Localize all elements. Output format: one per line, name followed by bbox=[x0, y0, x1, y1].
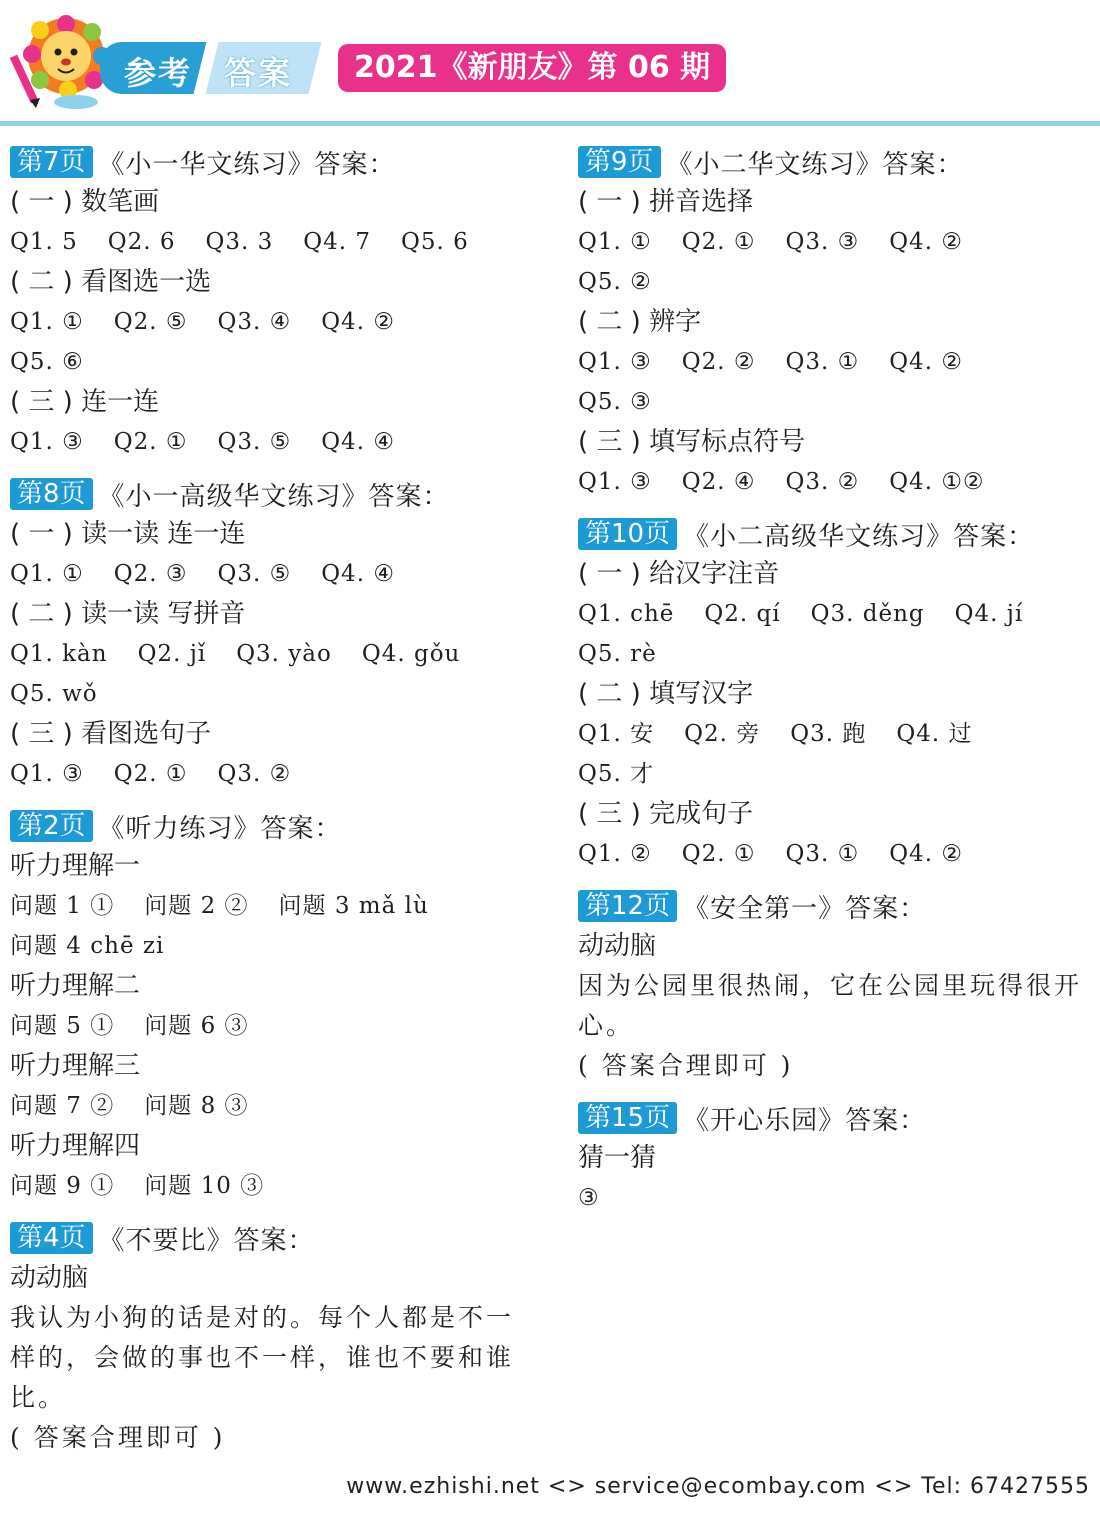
answer-item: Q5. ⑥ bbox=[10, 349, 84, 375]
answer-row bbox=[10, 554, 540, 594]
answer-row bbox=[10, 222, 540, 262]
answer-section bbox=[578, 886, 1098, 1086]
answer-paragraph: 因为公园里很热闹，它在公园里玩得很开心。 bbox=[578, 971, 1083, 1040]
page-header bbox=[0, 0, 1100, 125]
answer-row bbox=[578, 222, 1098, 262]
subsection-heading: ( 二 ) 看图选一选 bbox=[10, 267, 212, 297]
answer-row bbox=[578, 462, 1098, 502]
answer-item: Q1. ② bbox=[578, 841, 652, 867]
answer-item: Q4. gǒu bbox=[361, 641, 461, 667]
answer-item: Q3. ⑤ bbox=[217, 561, 292, 587]
subsection-heading: 听力理解四 bbox=[10, 1131, 141, 1161]
answer-row bbox=[578, 1178, 1098, 1218]
section-name: 《听力练习》答案： bbox=[98, 813, 342, 844]
answer-row bbox=[578, 754, 1098, 794]
answer-section bbox=[578, 142, 1098, 502]
page-number-tag: 第7页 bbox=[10, 146, 93, 178]
answer-item: Q4. 过 bbox=[896, 721, 973, 747]
answer-row bbox=[578, 342, 1098, 382]
answer-item: Q2. ③ bbox=[113, 561, 188, 587]
answer-row bbox=[578, 714, 1098, 754]
answer-row bbox=[578, 834, 1098, 874]
answer-section bbox=[578, 514, 1098, 874]
section-title bbox=[10, 474, 540, 514]
answer-row bbox=[10, 422, 540, 462]
answer-item: Q4. ② bbox=[889, 841, 963, 867]
section-title bbox=[578, 1098, 1098, 1138]
subsection-heading: ( 三 ) 看图选句子 bbox=[10, 719, 212, 749]
section-title bbox=[578, 514, 1098, 554]
answer-item: Q5. wǒ bbox=[10, 681, 98, 707]
answer-paragraph: ( 答案合理即可 ) bbox=[578, 1051, 794, 1080]
page-number-tag: 第15页 bbox=[578, 1102, 677, 1134]
answer-item: Q3. 跑 bbox=[790, 721, 867, 747]
answer-item: Q1. ③ bbox=[10, 429, 84, 455]
answer-paragraph: ( 答案合理即可 ) bbox=[10, 1423, 226, 1452]
answer-row bbox=[10, 1086, 540, 1126]
subsection-heading: ( 三 ) 完成句子 bbox=[578, 799, 754, 829]
answer-item: Q3. ① bbox=[785, 349, 860, 375]
subsection-heading: ( 三 ) 填写标点符号 bbox=[578, 427, 806, 457]
answer-row bbox=[10, 674, 540, 714]
answer-item: Q5. rè bbox=[578, 641, 657, 667]
page-number-tag: 第12页 bbox=[578, 890, 677, 922]
answer-item: 问题 2 ② bbox=[144, 893, 249, 919]
section-name: 《安全第一》答案： bbox=[683, 893, 927, 924]
answer-item: Q1. ① bbox=[578, 229, 652, 255]
subsection-heading: 听力理解一 bbox=[10, 851, 141, 881]
answer-item: Q1. 安 bbox=[578, 721, 655, 747]
answer-item: Q1. ① bbox=[10, 561, 84, 587]
answer-item: Q4. ①② bbox=[889, 469, 985, 495]
answer-item: Q1. ③ bbox=[578, 349, 652, 375]
answer-item: Q2. 旁 bbox=[684, 721, 761, 747]
subsection-heading: 动动脑 bbox=[578, 931, 657, 961]
answer-item: Q2. jǐ bbox=[137, 641, 207, 667]
answer-item: Q4. jí bbox=[954, 601, 1024, 627]
answer-item: Q2. ② bbox=[681, 349, 756, 375]
answer-item: Q4. ② bbox=[321, 309, 395, 335]
answer-section bbox=[10, 142, 540, 462]
answer-item: Q3. ① bbox=[785, 841, 860, 867]
issue-title: 2021《新朋友》第 06 期 bbox=[338, 44, 726, 92]
answer-section bbox=[10, 806, 540, 1206]
answer-item: Q3. yào bbox=[236, 641, 332, 667]
answer-item: Q4. ② bbox=[889, 349, 963, 375]
answer-item: Q3. děng bbox=[810, 601, 925, 627]
section-name: 《开心乐园》答案： bbox=[683, 1105, 927, 1136]
answer-item: Q3. ② bbox=[785, 469, 860, 495]
answer-section bbox=[578, 1098, 1098, 1218]
subsection-heading: ( 二 ) 填写汉字 bbox=[578, 679, 754, 709]
answer-item: Q3. ④ bbox=[217, 309, 292, 335]
subsection-heading: 猜一猜 bbox=[578, 1143, 657, 1173]
answer-item: Q4. ② bbox=[889, 229, 963, 255]
answer-row bbox=[10, 1166, 540, 1206]
left-column bbox=[10, 142, 540, 1470]
answer-item: Q1. ③ bbox=[10, 761, 84, 787]
reference-answer-badge bbox=[100, 42, 315, 94]
answer-item: 问题 4 chē zi bbox=[10, 933, 165, 959]
answer-item: Q4. ④ bbox=[321, 429, 395, 455]
answer-item: 问题 5 ① bbox=[10, 1013, 115, 1039]
answer-item: Q5. ② bbox=[578, 269, 652, 295]
page-number-tag: 第4页 bbox=[10, 1222, 93, 1254]
section-title bbox=[578, 886, 1098, 926]
answer-item: Q3. ⑤ bbox=[217, 429, 292, 455]
subsection-heading: ( 二 ) 读一读 写拼音 bbox=[10, 599, 246, 629]
section-title bbox=[578, 142, 1098, 182]
answer-item: Q2. ① bbox=[113, 429, 188, 455]
header-divider bbox=[0, 121, 1100, 126]
answer-item: Q5. ③ bbox=[578, 389, 652, 415]
answer-item: Q2. 6 bbox=[107, 229, 176, 255]
answer-item: Q1. kàn bbox=[10, 641, 108, 667]
answer-row bbox=[578, 382, 1098, 422]
answer-item: Q2. ⑤ bbox=[113, 309, 188, 335]
answer-row bbox=[10, 302, 540, 342]
answer-item: Q1. ① bbox=[10, 309, 84, 335]
subsection-heading: 动动脑 bbox=[10, 1263, 89, 1293]
subsection-heading: ( 一 ) 给汉字注音 bbox=[578, 559, 780, 589]
subsection-heading: 听力理解三 bbox=[10, 1051, 141, 1081]
answer-item: ③ bbox=[578, 1185, 600, 1211]
subsection-heading: 听力理解二 bbox=[10, 971, 141, 1001]
answer-item: Q4. ④ bbox=[321, 561, 395, 587]
section-name: 《小二高级华文练习》答案： bbox=[683, 521, 1035, 552]
answer-row bbox=[578, 262, 1098, 302]
right-column bbox=[578, 142, 1098, 1230]
answer-item: Q3. 3 bbox=[205, 229, 274, 255]
answer-row bbox=[10, 886, 540, 926]
answer-item: Q2. ④ bbox=[681, 469, 756, 495]
answer-paragraph: 我认为小狗的话是对的。每个人都是不一样的，会做的事也不一样，谁也不要和谁比。 bbox=[10, 1303, 515, 1412]
answer-section bbox=[10, 474, 540, 794]
answer-item: Q1. ③ bbox=[578, 469, 652, 495]
answer-row bbox=[10, 1006, 540, 1046]
section-name: 《不要比》答案： bbox=[98, 1225, 315, 1256]
answer-item: Q2. ① bbox=[113, 761, 188, 787]
subsection-heading: ( 一 ) 数笔画 bbox=[10, 187, 160, 217]
badge-label-right: 答案 bbox=[224, 54, 293, 92]
answer-section bbox=[10, 1218, 540, 1458]
section-name: 《小一华文练习》答案： bbox=[98, 149, 396, 180]
page-number-tag: 第10页 bbox=[578, 518, 677, 550]
footer-contact: www.ezhishi.net <> service@ecombay.com <> Tel: 67427555 bbox=[346, 1474, 1090, 1499]
section-title bbox=[10, 1218, 540, 1258]
section-name: 《小一高级华文练习》答案： bbox=[98, 481, 450, 512]
answer-row bbox=[10, 342, 540, 382]
answer-item: Q2. qí bbox=[704, 601, 781, 627]
section-title bbox=[10, 806, 540, 846]
answer-item: Q2. ① bbox=[681, 229, 756, 255]
page-number-tag: 第9页 bbox=[578, 146, 661, 178]
answer-item: 问题 3 mǎ lù bbox=[278, 893, 429, 919]
answer-item: Q3. ② bbox=[217, 761, 292, 787]
answer-item: Q1. chē bbox=[578, 601, 675, 627]
answer-item: Q1. 5 bbox=[10, 229, 78, 255]
answer-item: Q3. ③ bbox=[785, 229, 860, 255]
answer-item: Q5. 才 bbox=[578, 761, 655, 787]
subsection-heading: ( 一 ) 拼音选择 bbox=[578, 187, 754, 217]
answer-row bbox=[578, 594, 1098, 634]
subsection-heading: ( 二 ) 辨字 bbox=[578, 307, 702, 337]
answer-row bbox=[10, 634, 540, 674]
answer-item: 问题 8 ③ bbox=[144, 1093, 249, 1119]
answer-row bbox=[578, 634, 1098, 674]
section-name: 《小二华文练习》答案： bbox=[666, 149, 964, 180]
page-number-tag: 第2页 bbox=[10, 810, 93, 842]
answer-item: 问题 6 ③ bbox=[144, 1013, 249, 1039]
answer-item: 问题 10 ③ bbox=[144, 1173, 265, 1199]
answer-item: Q5. 6 bbox=[401, 229, 469, 255]
section-title bbox=[10, 142, 540, 182]
answer-item: 问题 1 ① bbox=[10, 893, 115, 919]
answer-row bbox=[10, 754, 540, 794]
badge-label-left: 参考 bbox=[124, 54, 193, 92]
answer-row bbox=[10, 926, 540, 966]
answer-item: 问题 7 ② bbox=[10, 1093, 115, 1119]
page-number-tag: 第8页 bbox=[10, 478, 93, 510]
answer-item: 问题 9 ① bbox=[10, 1173, 115, 1199]
answer-item: Q4. 7 bbox=[303, 229, 371, 255]
subsection-heading: ( 三 ) 连一连 bbox=[10, 387, 160, 417]
subsection-heading: ( 一 ) 读一读 连一连 bbox=[10, 519, 246, 549]
answer-item: Q2. ① bbox=[681, 841, 756, 867]
